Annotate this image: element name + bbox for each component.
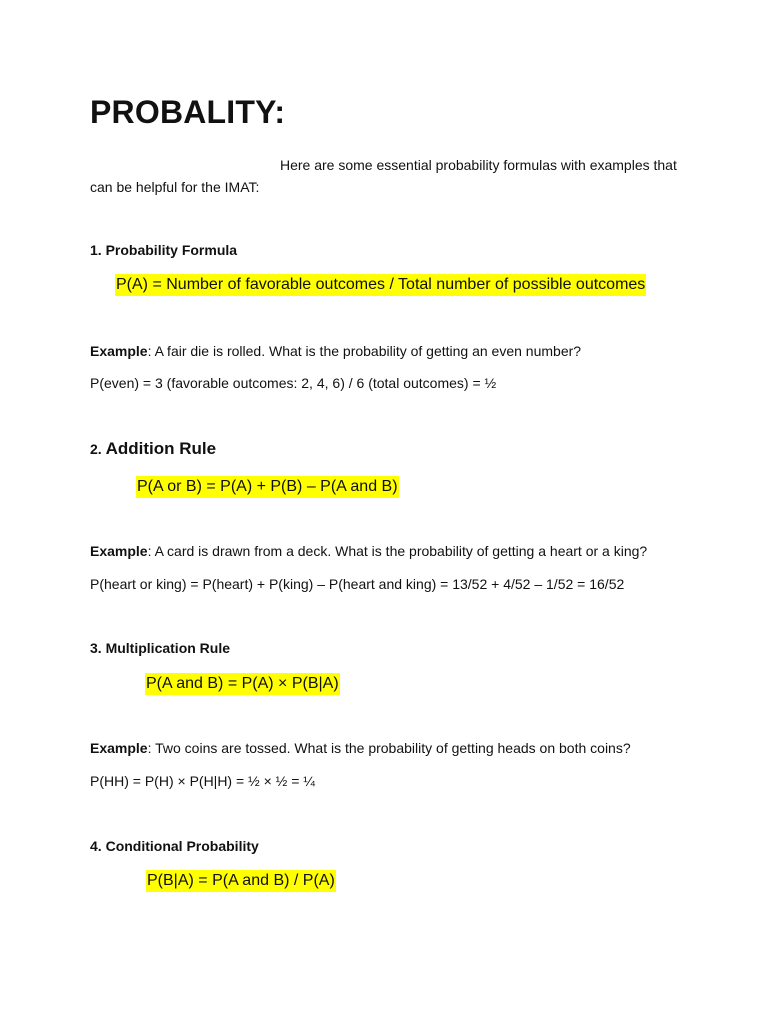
section-heading-addition-rule [90,439,216,459]
section-heading-label: Conditional Probability [105,838,259,854]
formula-multiplication: P(A and B) = P(A) × P(B|A) [145,673,340,695]
page-title: PROBALITY: [90,94,286,130]
section-number: 1. [90,242,102,258]
example-line [90,343,581,359]
solution-line: P(HH) = P(H) × P(H|H) = ½ × ½ = ¼ [90,773,315,789]
section-heading-conditional-probability [90,838,259,854]
formula-probability: P(A) = Number of favorable outcomes / Total number of possible outcomes [115,274,646,296]
section-heading-multiplication-rule [90,640,230,656]
solution-line: P(even) = 3 (favorable outcomes: 2, 4, 6) / 6 (total outcomes) = ½ [90,375,497,391]
formula-addition: P(A or B) = P(A) + P(B) – P(A and B) [136,476,399,498]
section-number: 4. [90,838,102,854]
example-text: : A card is drawn from a deck. What is the probability of getting a heart or a king? [147,543,648,559]
section-heading-label: Addition Rule [105,439,217,458]
section-heading-probability-formula [90,242,237,258]
intro-paragraph: Here are some essential probability formulas with examples that can be helpful for the IMAT: [90,157,677,195]
solution-line: P(heart or king) = P(heart) + P(king) – P(heart and king) = 13/52 + 4/52 – 1/52 = 16/52 [90,576,625,592]
section-heading-label: Multiplication Rule [105,640,231,656]
example-label: Example [90,543,148,559]
section-heading-label: Probability Formula [105,242,238,258]
formula-conditional: P(B|A) = P(A and B) / P(A) [146,870,336,892]
section-number: 3. [90,640,102,656]
example-label: Example [90,740,148,756]
section-number: 2. [90,441,102,457]
example-line [90,740,631,756]
example-text: : Two coins are tossed. What is the probability of getting heads on both coins? [147,740,631,756]
example-text: : A fair die is rolled. What is the probability of getting an even number? [147,343,582,359]
example-label: Example [90,343,148,359]
example-line [90,543,647,559]
